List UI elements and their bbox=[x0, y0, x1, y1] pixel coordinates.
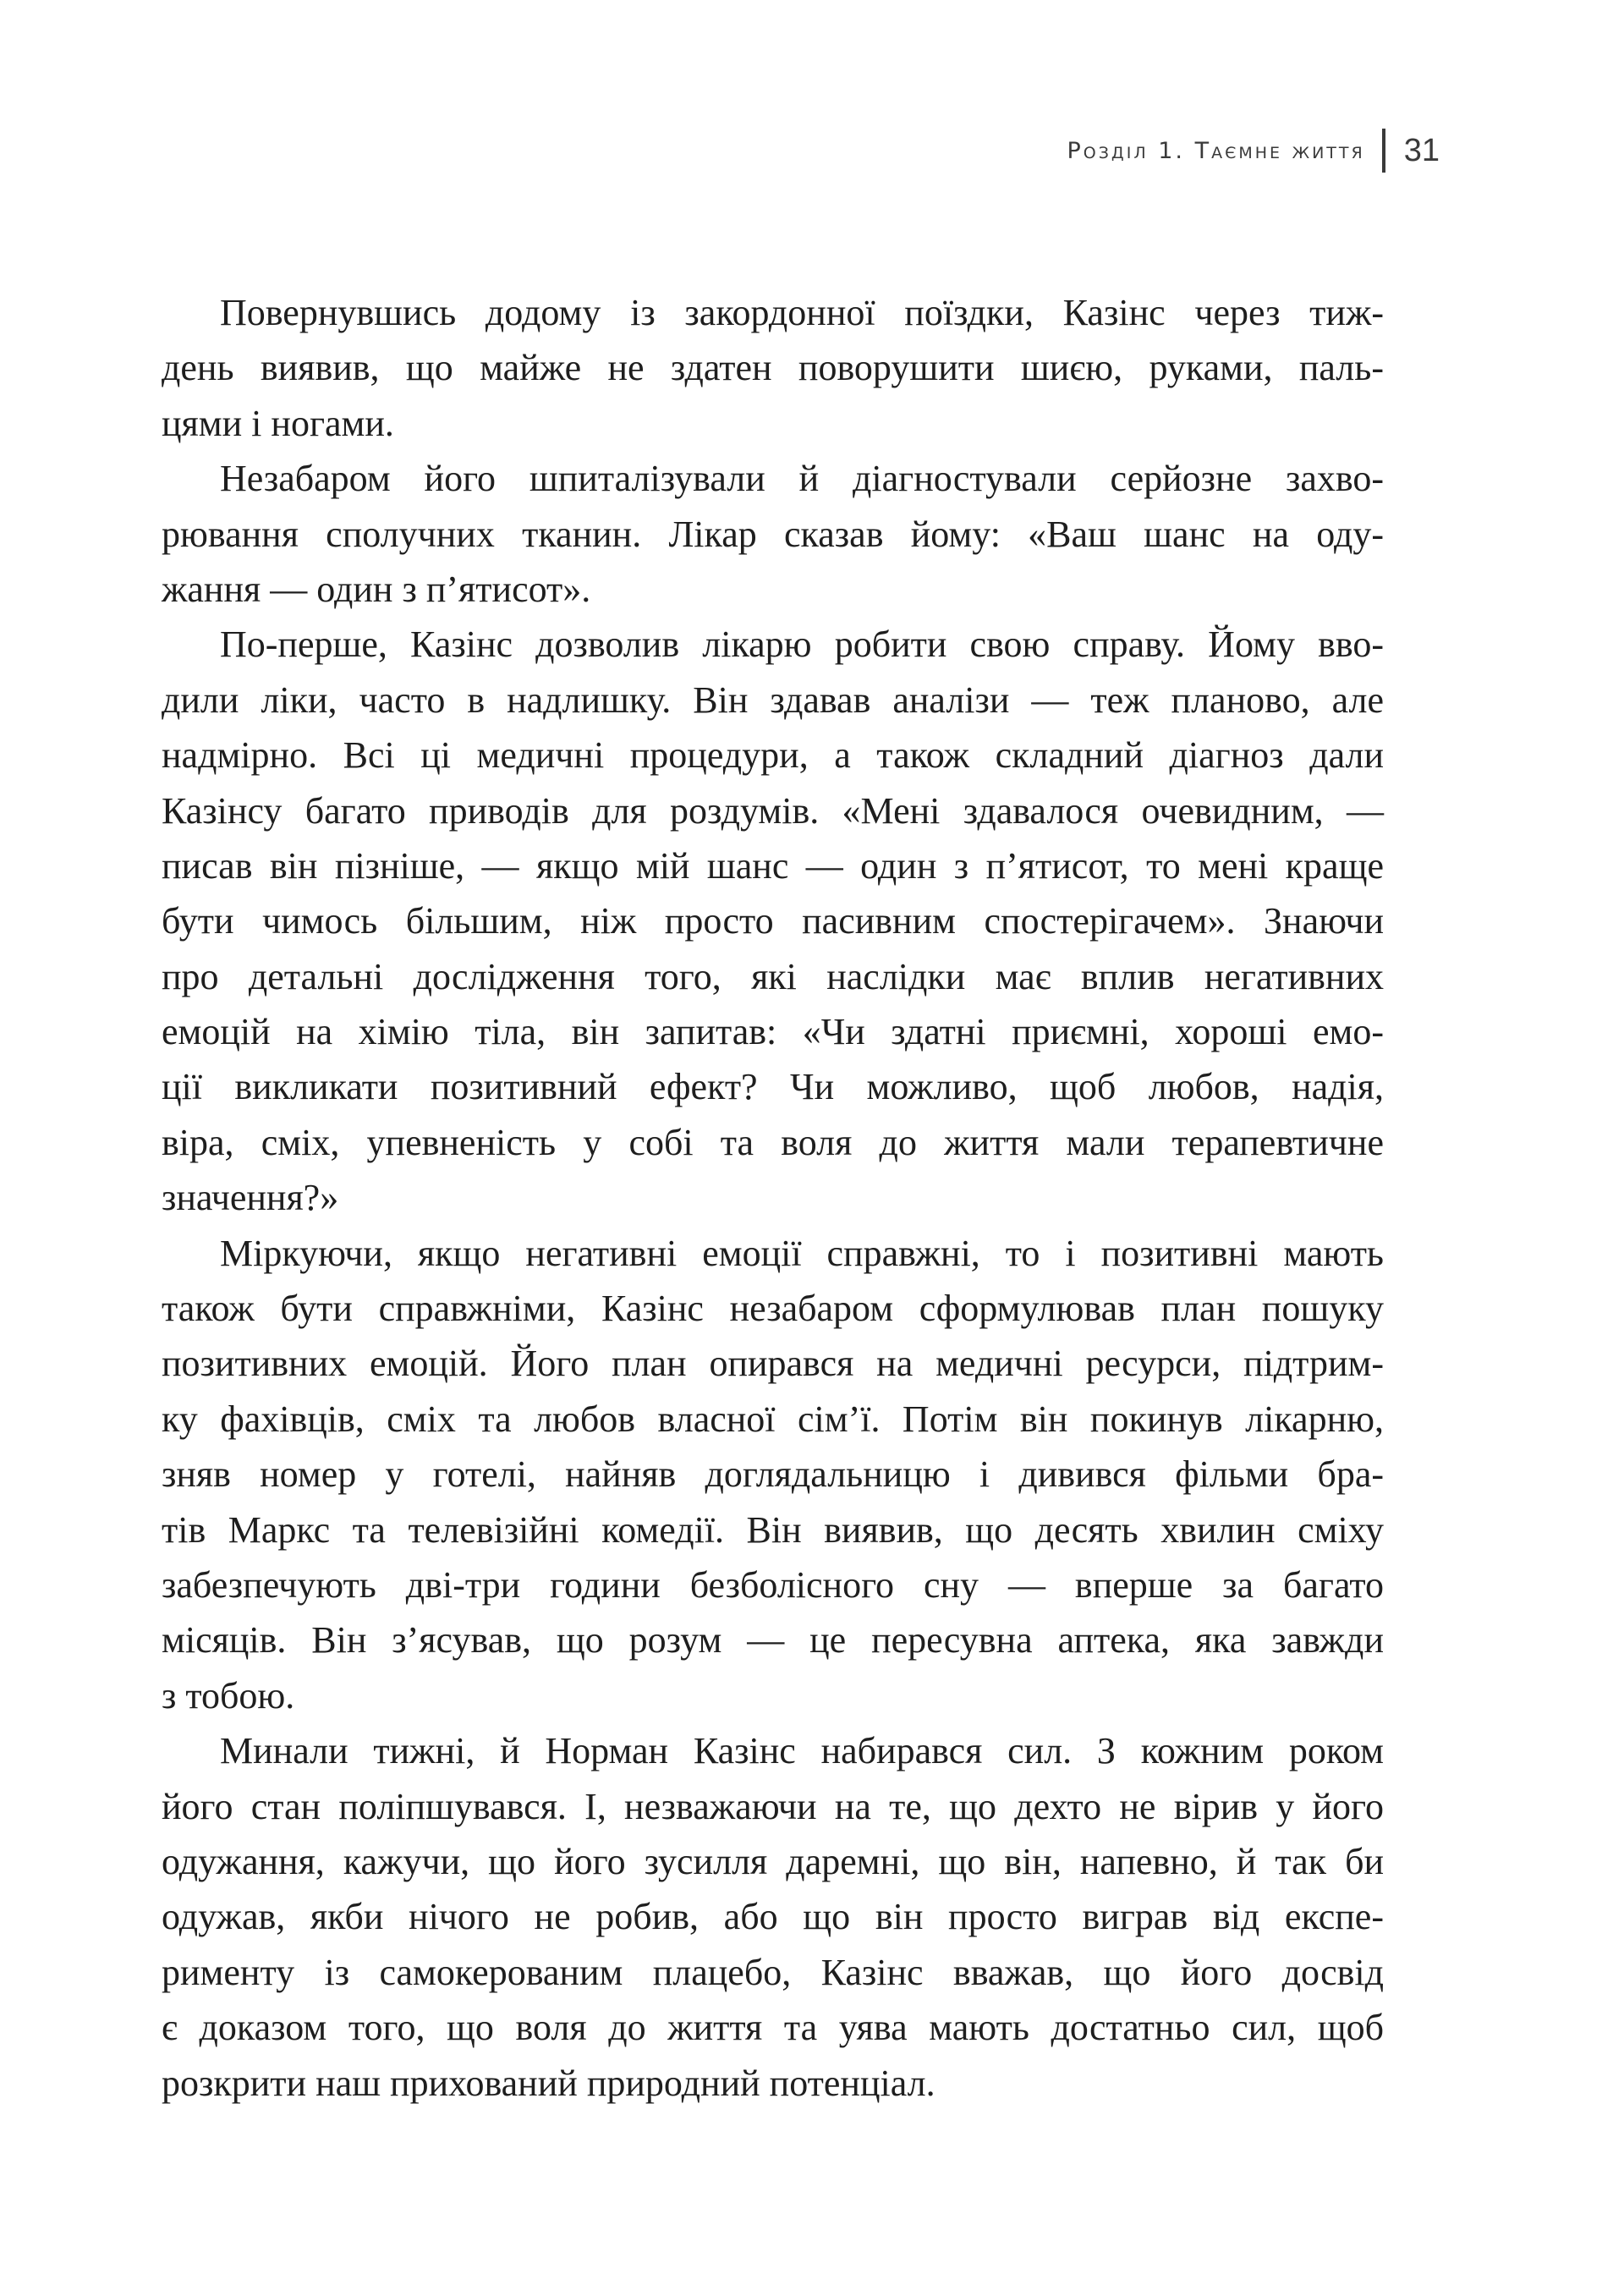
body-text bbox=[162, 285, 1384, 2111]
text-line: значення?» bbox=[162, 1177, 339, 1219]
text-line: надмірно. Всі ці медичні процедури, а також складний діагноз дали bbox=[162, 734, 1384, 777]
text-line: рювання сполучних тканин. Лікар сказав йому: «Ваш шанс на оду- bbox=[162, 513, 1384, 555]
paragraph bbox=[162, 617, 1384, 1225]
text-line: цями і ногами. bbox=[162, 402, 394, 444]
text-line: його стан поліпшувався. І, незважаючи на те, що дехто не вірив у його bbox=[162, 1785, 1384, 1827]
paragraph bbox=[162, 1723, 1384, 2111]
text-line: позитивних емоцій. Його план опирався на медичні ресурси, підтрим- bbox=[162, 1343, 1384, 1385]
text-line: розкрити наш прихований природний потенціал. bbox=[162, 2062, 935, 2104]
header-divider bbox=[1382, 129, 1385, 173]
text-line: дили ліки, часто в надлишку. Він здавав аналізи — теж планово, але bbox=[162, 678, 1384, 721]
text-line: жання — один з п’ятисот». bbox=[162, 568, 591, 610]
text-line: віра, сміх, упевненість у собі та воля до життя мали терапевтичне bbox=[162, 1121, 1384, 1163]
text-line: рименту із самокерованим плацебо, Казінс вважав, що його досвід bbox=[162, 1951, 1384, 1993]
chapter-title: Розділ 1. Таємне життя bbox=[1067, 137, 1365, 164]
text-line: місяців. Він з’ясував, що розум — це пересувна аптека, яка завжди bbox=[162, 1619, 1384, 1662]
text-line: ції викликати позитивний ефект? Чи можливо, щоб любов, надія, bbox=[162, 1066, 1384, 1108]
text-line: також бути справжніми, Казінс незабаром сформулював план пошуку bbox=[162, 1288, 1384, 1330]
text-line: є доказом того, що воля до життя та уява мають достатньо сил, щоб bbox=[162, 2007, 1384, 2049]
text-line: Минали тижні, й Норман Казінс набирався сил. З кожним роком bbox=[220, 1730, 1384, 1772]
text-line: ку фахівців, сміх та любов власної сім’ї. Потім він покинув лікарню, bbox=[162, 1398, 1384, 1440]
paragraph bbox=[162, 1226, 1384, 1724]
text-line: день виявив, що майже не здатен поворушити шиєю, руками, паль- bbox=[162, 347, 1384, 389]
text-line: про детальні дослідження того, які наслідки має вплив негативних bbox=[162, 955, 1384, 997]
text-line: Повернувшись додому із закордонної поїздки, Казінс через тиж- bbox=[220, 292, 1384, 333]
text-line: Незабаром його шпиталізували й діагностували серйозне захво- bbox=[220, 458, 1384, 500]
text-line: писав він пізніше, — якщо мій шанс — один з п’ятисот, то мені краще bbox=[162, 844, 1384, 887]
page-number: 31 bbox=[1403, 132, 1440, 168]
text-line: одужання, кажучи, що його зусилля даремні, що він, напевно, й так би bbox=[162, 1840, 1384, 1882]
text-line: Міркуючи, якщо негативні емоції справжні, то і позитивні мають bbox=[220, 1232, 1384, 1274]
text-line: По-перше, Казінс дозволив лікарю робити свою справу. Йому вво- bbox=[220, 623, 1384, 666]
text-line: одужав, якби нічого не робив, або що він просто виграв від експе- bbox=[162, 1896, 1384, 1938]
paragraph bbox=[162, 451, 1384, 617]
text-line: Казінсу багато приводів для роздумів. «Мені здавалося очевидним, — bbox=[162, 789, 1384, 832]
text-line: зняв номер у готелі, найняв доглядальницю і дивився фільми бра- bbox=[162, 1453, 1384, 1496]
text-line: з тобою. bbox=[162, 1674, 295, 1716]
text-line: бути чимось більшим, ніж просто пасивним спостерігачем». Знаючи bbox=[162, 900, 1384, 942]
paragraph bbox=[162, 285, 1384, 451]
text-line: емоцій на хімію тіла, він запитав: «Чи здатні приємні, хороші емо- bbox=[162, 1011, 1384, 1053]
text-line: забезпечують дві-три години безболісного сну — вперше за багато bbox=[162, 1563, 1384, 1606]
text-line: тів Маркс та телевізійні комедії. Він виявив, що десять хвилин сміху bbox=[162, 1508, 1384, 1551]
running-head bbox=[1067, 129, 1440, 173]
